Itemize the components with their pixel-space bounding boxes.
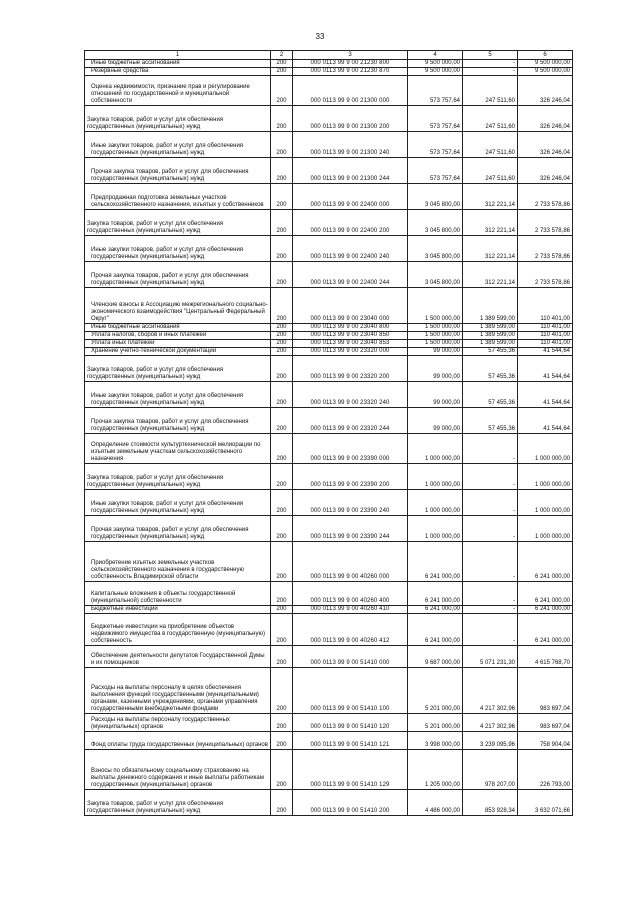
row-line-code: 200 <box>271 750 293 790</box>
row-line-code: 200 <box>271 408 293 434</box>
header-col-6: 6 <box>518 51 573 60</box>
row-line-code: 200 <box>271 76 293 106</box>
row-approved-amount: 5 201 000,00 <box>408 714 463 732</box>
row-executed-amount: - <box>463 490 518 516</box>
row-approved-amount: 6 241 000,00 <box>408 614 463 646</box>
row-name: Закупка товаров, работ и услуг для обеспечения государственных (муниципальных) нужд <box>85 464 271 490</box>
row-budget-code: 000 0113 99 9 00 22400 240 <box>293 236 408 262</box>
table-row <box>85 434 573 464</box>
table-row <box>85 542 573 582</box>
row-line-code: 200 <box>271 68 293 76</box>
row-unexecuted-amount: 41 544,64 <box>518 382 573 408</box>
row-name: Иные закупки товаров, работ и услуг для обеспечения государственных (муниципальных) нужд <box>85 236 271 262</box>
row-unexecuted-amount: 983 697,04 <box>518 668 573 714</box>
row-line-code: 200 <box>271 348 293 356</box>
row-executed-amount: - <box>463 582 518 606</box>
row-unexecuted-amount: 110 401,00 <box>518 340 573 348</box>
row-name: Предпродажная подготовка земельных участков сельскохозяйственного назначения, изъятых у собственников <box>85 184 271 210</box>
row-budget-code: 000 0113 99 9 00 40260 412 <box>293 614 408 646</box>
row-unexecuted-amount: 3 632 071,66 <box>518 790 573 816</box>
row-executed-amount: 4 217 302,96 <box>463 714 518 732</box>
header-col-3: 3 <box>293 51 408 60</box>
table-row <box>85 132 573 158</box>
row-name: Взносы по обязательному социальному страхованию на выплаты денежного содержания и иные выплаты работникам государственных (муниципальных) органов <box>85 750 271 790</box>
table-row <box>85 324 573 332</box>
row-unexecuted-amount: 2 733 578,86 <box>518 184 573 210</box>
row-executed-amount: - <box>463 60 518 68</box>
row-line-code: 200 <box>271 288 293 324</box>
row-unexecuted-amount: 41 544,64 <box>518 356 573 382</box>
row-executed-amount: 247 511,60 <box>463 76 518 106</box>
table-row <box>85 382 573 408</box>
row-executed-amount: - <box>463 542 518 582</box>
row-name: Закупка товаров, работ и услуг для обеспечения государственных (муниципальных) нужд <box>85 210 271 236</box>
table-row <box>85 646 573 668</box>
row-line-code: 200 <box>271 324 293 332</box>
row-approved-amount: 1 500 000,00 <box>408 324 463 332</box>
row-line-code: 200 <box>271 106 293 132</box>
row-unexecuted-amount: 110 401,00 <box>518 288 573 324</box>
table-row <box>85 582 573 606</box>
row-approved-amount: 573 757,64 <box>408 76 463 106</box>
row-line-code: 200 <box>271 714 293 732</box>
table-row <box>85 210 573 236</box>
row-line-code: 200 <box>271 490 293 516</box>
table-header-row <box>85 51 573 60</box>
row-line-code: 200 <box>271 606 293 614</box>
row-executed-amount: 1 389 599,00 <box>463 288 518 324</box>
row-budget-code: 000 0113 99 9 00 40260 410 <box>293 606 408 614</box>
row-budget-code: 000 0113 99 9 00 23320 244 <box>293 408 408 434</box>
row-unexecuted-amount: 2 733 578,86 <box>518 262 573 288</box>
row-executed-amount: 57 455,36 <box>463 356 518 382</box>
row-executed-amount: 247 511,60 <box>463 132 518 158</box>
row-line-code: 200 <box>271 382 293 408</box>
row-name: Бюджетные инвестиции <box>85 606 271 614</box>
row-budget-code: 000 0113 99 9 00 51410 129 <box>293 750 408 790</box>
table-row <box>85 516 573 542</box>
table-row <box>85 348 573 356</box>
header-col-1: 1 <box>85 51 271 60</box>
row-name: Оценка недвижимости, признание прав и регулирование отношений по государственной и муниципальной собственности <box>85 76 271 106</box>
row-approved-amount: 9 687 000,00 <box>408 646 463 668</box>
row-line-code: 200 <box>271 332 293 340</box>
header-col-2: 2 <box>271 51 293 60</box>
row-budget-code: 000 0113 99 9 00 23390 240 <box>293 490 408 516</box>
table-row <box>85 236 573 262</box>
row-approved-amount: 1 500 000,00 <box>408 332 463 340</box>
row-name: Резервные средства <box>85 68 271 76</box>
row-budget-code: 000 0113 99 9 00 23320 240 <box>293 382 408 408</box>
row-executed-amount: 978 207,00 <box>463 750 518 790</box>
row-line-code: 200 <box>271 132 293 158</box>
page-number: 33 <box>315 32 325 41</box>
table-row <box>85 750 573 790</box>
row-budget-code: 000 0113 99 9 00 51410 120 <box>293 714 408 732</box>
row-name: Закупка товаров, работ и услуг для обеспечения государственных (муниципальных) нужд <box>85 790 271 816</box>
row-budget-code: 000 0113 99 9 00 21300 200 <box>293 106 408 132</box>
row-unexecuted-amount: 6 241 000,00 <box>518 614 573 646</box>
table-row <box>85 356 573 382</box>
row-executed-amount: 4 217 302,96 <box>463 668 518 714</box>
row-approved-amount: 6 241 000,00 <box>408 606 463 614</box>
row-unexecuted-amount: 1 000 000,00 <box>518 464 573 490</box>
row-unexecuted-amount: 1 000 000,00 <box>518 516 573 542</box>
row-approved-amount: 6 241 000,00 <box>408 542 463 582</box>
row-name: Прочая закупка товаров, работ и услуг для обеспечения государственных (муниципальных) нужд <box>85 158 271 184</box>
row-unexecuted-amount: 983 697,04 <box>518 714 573 732</box>
row-budget-code: 000 0113 99 9 00 23040 850 <box>293 332 408 340</box>
table-body <box>85 60 573 816</box>
table-row <box>85 262 573 288</box>
row-approved-amount: 3 045 800,00 <box>408 184 463 210</box>
row-name: Уплата иных платежей <box>85 340 271 348</box>
budget-table <box>84 50 573 816</box>
row-approved-amount: 99 000,00 <box>408 348 463 356</box>
row-budget-code: 000 0113 99 9 00 21230 800 <box>293 60 408 68</box>
table-row <box>85 184 573 210</box>
row-executed-amount: 3 239 095,96 <box>463 732 518 750</box>
row-executed-amount: 57 455,36 <box>463 382 518 408</box>
row-line-code: 200 <box>271 158 293 184</box>
row-budget-code: 000 0113 99 9 00 23040 000 <box>293 288 408 324</box>
row-executed-amount: - <box>463 606 518 614</box>
row-unexecuted-amount: 2 733 578,86 <box>518 210 573 236</box>
row-line-code: 200 <box>271 340 293 348</box>
row-executed-amount: 247 511,60 <box>463 106 518 132</box>
row-line-code: 200 <box>271 356 293 382</box>
row-approved-amount: 4 486 000,00 <box>408 790 463 816</box>
row-executed-amount: 312 221,14 <box>463 210 518 236</box>
row-budget-code: 000 0113 99 9 00 21300 000 <box>293 76 408 106</box>
row-budget-code: 000 0113 99 9 00 22400 200 <box>293 210 408 236</box>
row-line-code: 200 <box>271 732 293 750</box>
row-executed-amount: - <box>463 614 518 646</box>
row-line-code: 200 <box>271 210 293 236</box>
row-budget-code: 000 0113 99 9 00 51410 121 <box>293 732 408 750</box>
row-approved-amount: 3 045 800,00 <box>408 210 463 236</box>
table-row <box>85 490 573 516</box>
header-col-5: 5 <box>463 51 518 60</box>
row-approved-amount: 1 500 000,00 <box>408 288 463 324</box>
row-line-code: 200 <box>271 60 293 68</box>
row-name: Прочая закупка товаров, работ и услуг для обеспечения государственных (муниципальных) нужд <box>85 262 271 288</box>
row-name: Обеспечение деятельности депутатов Государственной Думы и их помощников <box>85 646 271 668</box>
row-name: Уплата налогов, сборов и иных платежей <box>85 332 271 340</box>
row-executed-amount: 57 455,36 <box>463 348 518 356</box>
row-budget-code: 000 0113 99 9 00 22400 244 <box>293 262 408 288</box>
row-unexecuted-amount: 9 500 000,00 <box>518 60 573 68</box>
table-row <box>85 614 573 646</box>
row-name: Закупка товаров, работ и услуг для обеспечения государственных (муниципальных) нужд <box>85 356 271 382</box>
row-line-code: 200 <box>271 516 293 542</box>
row-approved-amount: 9 500 000,00 <box>408 68 463 76</box>
table-row <box>85 464 573 490</box>
table-row <box>85 288 573 324</box>
row-name: Прочая закупка товаров, работ и услуг для обеспечения государственных (муниципальных) нужд <box>85 408 271 434</box>
row-approved-amount: 1 205 000,00 <box>408 750 463 790</box>
row-budget-code: 000 0113 99 9 00 21300 240 <box>293 132 408 158</box>
row-executed-amount: - <box>463 434 518 464</box>
row-unexecuted-amount: 6 241 000,00 <box>518 606 573 614</box>
row-name: Иные закупки товаров, работ и услуг для обеспечения государственных (муниципальных) нужд <box>85 382 271 408</box>
row-executed-amount: 1 389 599,00 <box>463 340 518 348</box>
row-unexecuted-amount: 326 246,04 <box>518 158 573 184</box>
row-unexecuted-amount: 2 733 578,86 <box>518 236 573 262</box>
row-executed-amount: - <box>463 68 518 76</box>
row-unexecuted-amount: 326 246,04 <box>518 132 573 158</box>
row-unexecuted-amount: 226 793,00 <box>518 750 573 790</box>
row-name: Хранение учетно-технической документации <box>85 348 271 356</box>
row-budget-code: 000 0113 99 9 00 51410 000 <box>293 646 408 668</box>
row-unexecuted-amount: 326 246,04 <box>518 106 573 132</box>
table-row <box>85 732 573 750</box>
row-budget-code: 000 0113 99 9 00 23390 000 <box>293 434 408 464</box>
row-approved-amount: 573 757,64 <box>408 158 463 184</box>
row-approved-amount: 1 000 000,00 <box>408 490 463 516</box>
row-approved-amount: 6 241 000,00 <box>408 582 463 606</box>
row-executed-amount: 247 511,60 <box>463 158 518 184</box>
row-approved-amount: 3 045 800,00 <box>408 236 463 262</box>
row-budget-code: 000 0113 99 9 00 40260 400 <box>293 582 408 606</box>
row-budget-code: 000 0113 99 9 00 21300 244 <box>293 158 408 184</box>
table-row <box>85 714 573 732</box>
row-budget-code: 000 0113 99 9 00 23320 000 <box>293 348 408 356</box>
row-approved-amount: 1 000 000,00 <box>408 434 463 464</box>
table-row <box>85 668 573 714</box>
row-executed-amount: - <box>463 464 518 490</box>
row-line-code: 200 <box>271 262 293 288</box>
row-approved-amount: 1 000 000,00 <box>408 516 463 542</box>
row-executed-amount: 312 221,14 <box>463 184 518 210</box>
header-col-4: 4 <box>408 51 463 60</box>
row-line-code: 200 <box>271 668 293 714</box>
row-unexecuted-amount: 6 241 000,00 <box>518 582 573 606</box>
row-budget-code: 000 0113 99 9 00 51410 200 <box>293 790 408 816</box>
row-line-code: 200 <box>271 542 293 582</box>
row-approved-amount: 99 000,00 <box>408 356 463 382</box>
row-line-code: 200 <box>271 434 293 464</box>
row-name: Приобретение изъятых земельных участков сельскохозяйственного назначения в государственную собственность Владимирской области <box>85 542 271 582</box>
row-budget-code: 000 0113 99 9 00 23390 200 <box>293 464 408 490</box>
row-line-code: 200 <box>271 614 293 646</box>
table-row <box>85 158 573 184</box>
row-approved-amount: 573 757,64 <box>408 106 463 132</box>
row-approved-amount: 99 000,00 <box>408 408 463 434</box>
row-budget-code: 000 0113 99 9 00 23320 200 <box>293 356 408 382</box>
row-unexecuted-amount: 9 500 000,00 <box>518 68 573 76</box>
row-unexecuted-amount: 4 615 768,70 <box>518 646 573 668</box>
row-name: Расходы на выплаты персоналу государственных (муниципальных) органов <box>85 714 271 732</box>
row-approved-amount: 3 045 800,00 <box>408 262 463 288</box>
row-approved-amount: 99 000,00 <box>408 382 463 408</box>
row-line-code: 200 <box>271 790 293 816</box>
row-name: Фонд оплаты труда государственных (муниципальных) органов <box>85 732 271 750</box>
row-unexecuted-amount: 1 000 000,00 <box>518 434 573 464</box>
row-budget-code: 000 0113 99 9 00 22400 000 <box>293 184 408 210</box>
row-approved-amount: 5 201 000,00 <box>408 668 463 714</box>
row-line-code: 200 <box>271 184 293 210</box>
row-unexecuted-amount: 41 544,64 <box>518 408 573 434</box>
row-executed-amount: 853 928,34 <box>463 790 518 816</box>
row-approved-amount: 3 998 000,00 <box>408 732 463 750</box>
row-unexecuted-amount: 6 241 000,00 <box>518 542 573 582</box>
row-unexecuted-amount: 41 544,64 <box>518 348 573 356</box>
row-executed-amount: 1 389 599,00 <box>463 324 518 332</box>
row-budget-code: 000 0113 99 9 00 23040 800 <box>293 324 408 332</box>
row-name: Членские взносы в Ассоциацию межрегионального социально-экономического взаимодействия "Центральный Федеральный Округ" <box>85 288 271 324</box>
row-budget-code: 000 0113 99 9 00 40260 000 <box>293 542 408 582</box>
row-name: Закупка товаров, работ и услуг для обеспечения государственных (муниципальных) нужд <box>85 106 271 132</box>
row-name: Иные бюджетные ассигнования <box>85 324 271 332</box>
row-line-code: 200 <box>271 582 293 606</box>
row-executed-amount: 312 221,14 <box>463 236 518 262</box>
row-name: Иные бюджетные ассигнования <box>85 60 271 68</box>
table-row <box>85 606 573 614</box>
table-row <box>85 790 573 816</box>
row-unexecuted-amount: 110 401,00 <box>518 332 573 340</box>
row-name: Бюджетные инвестиции на приобретение объектов недвижимого имущества в государственную (муниципальную) собственность <box>85 614 271 646</box>
table-row <box>85 106 573 132</box>
row-line-code: 200 <box>271 464 293 490</box>
row-name: Иные закупки товаров, работ и услуг для обеспечения государственных (муниципальных) нужд <box>85 490 271 516</box>
row-executed-amount: 312 221,14 <box>463 262 518 288</box>
row-line-code: 200 <box>271 236 293 262</box>
row-budget-code: 000 0113 99 9 00 51410 100 <box>293 668 408 714</box>
row-line-code: 200 <box>271 646 293 668</box>
row-name: Определение стоимости культуртехнической мелиорации по изъятым земельным участкам сельскохозяйственного назначения <box>85 434 271 464</box>
table-row <box>85 68 573 76</box>
row-executed-amount: 1 389 599,00 <box>463 332 518 340</box>
table-row <box>85 332 573 340</box>
table-row <box>85 76 573 106</box>
row-approved-amount: 1 000 000,00 <box>408 464 463 490</box>
table-row <box>85 340 573 348</box>
row-name: Расходы на выплаты персоналу в целях обеспечения выполнения функций государственными (муниципальными) органами, казенными учреждениями, органами управления государственными внебюджетными фондами <box>85 668 271 714</box>
row-unexecuted-amount: 326 246,04 <box>518 76 573 106</box>
row-unexecuted-amount: 1 000 000,00 <box>518 490 573 516</box>
row-budget-code: 000 0113 99 9 00 23040 853 <box>293 340 408 348</box>
table-row <box>85 408 573 434</box>
row-budget-code: 000 0113 99 9 00 21230 870 <box>293 68 408 76</box>
row-unexecuted-amount: 758 904,04 <box>518 732 573 750</box>
row-budget-code: 000 0113 99 9 00 23390 244 <box>293 516 408 542</box>
row-approved-amount: 573 757,64 <box>408 132 463 158</box>
row-executed-amount: 57 455,36 <box>463 408 518 434</box>
row-unexecuted-amount: 110 401,00 <box>518 324 573 332</box>
row-name: Прочая закупка товаров, работ и услуг для обеспечения государственных (муниципальных) нужд <box>85 516 271 542</box>
row-name: Капитальные вложения в объекты государственной (муниципальной) собственности <box>85 582 271 606</box>
row-approved-amount: 9 500 000,00 <box>408 60 463 68</box>
row-executed-amount: 5 071 231,30 <box>463 646 518 668</box>
row-approved-amount: 1 500 000,00 <box>408 340 463 348</box>
table-row <box>85 60 573 68</box>
row-executed-amount: - <box>463 516 518 542</box>
row-name: Иные закупки товаров, работ и услуг для обеспечения государственных (муниципальных) нужд <box>85 132 271 158</box>
